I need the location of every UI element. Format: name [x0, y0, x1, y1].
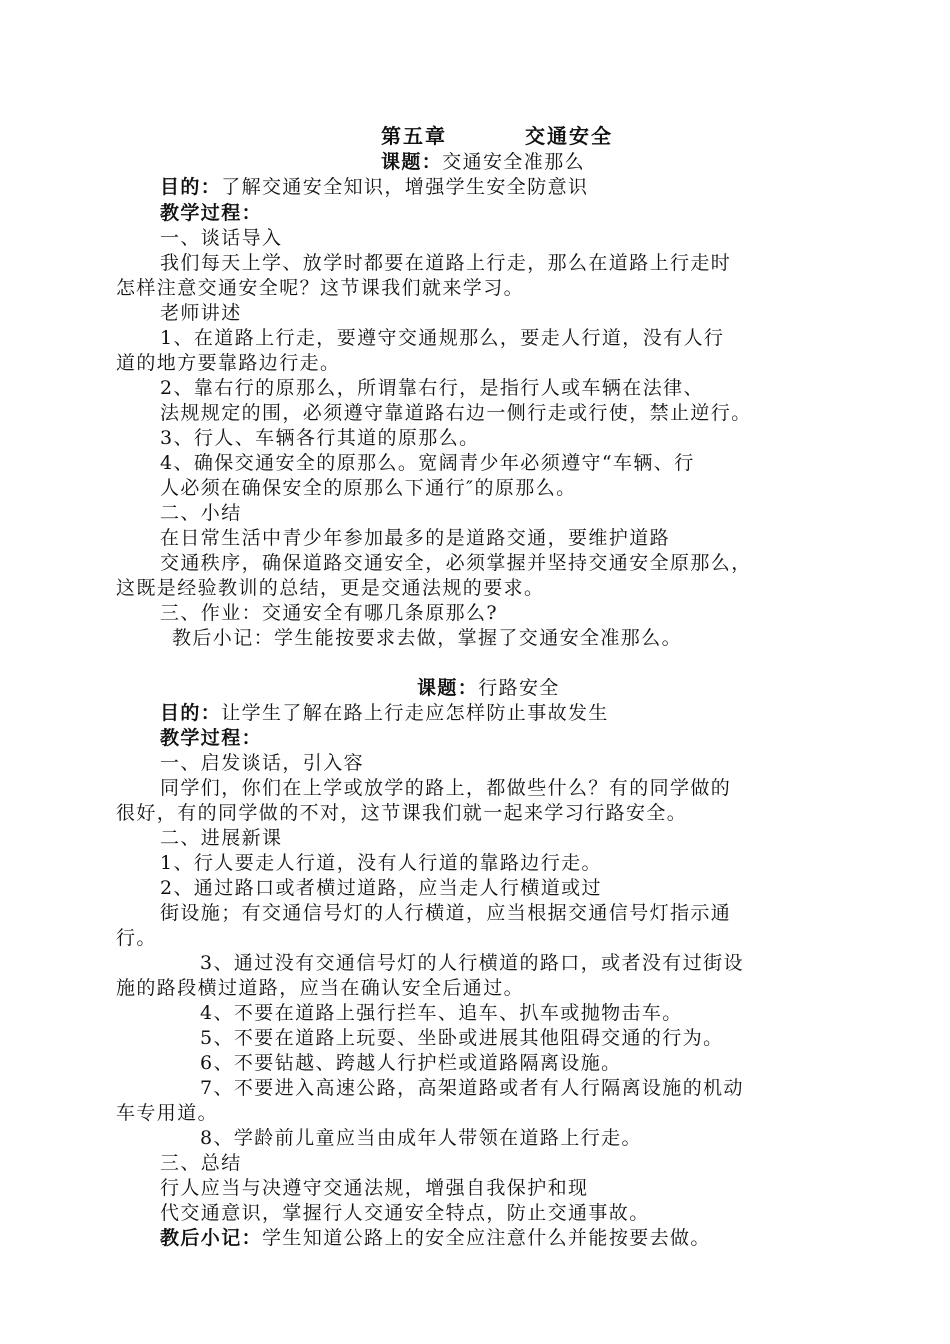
- notes-label: 教后小记：: [160, 1227, 263, 1249]
- text-line: 2、靠右行的原那么，所谓靠右行，是指行人或车辆在法律、: [160, 377, 704, 399]
- topic-label: 课题：: [417, 677, 479, 699]
- text-line: 在日常生活中青少年参加最多的是道路交通，要维护道路: [160, 527, 671, 549]
- goal-label: 目的：: [160, 702, 222, 724]
- text-line: 人必须在确保安全的原那么下通行″的原那么。: [160, 477, 577, 499]
- lesson2-topic-line: [417, 676, 560, 700]
- text-line: 三、作业：交通安全有哪几条原那么?: [160, 602, 498, 624]
- lesson1-goal-line: [160, 175, 588, 199]
- topic-label: 课题：: [381, 151, 443, 173]
- lesson2-notes-line: [160, 1226, 711, 1250]
- lesson1-notes: 教后小记：学生能按要求去做，掌握了交通安全准那么。: [172, 627, 683, 649]
- text-line: 7、不要进入高速公路，高架道路或者有人行隔离设施的机动: [200, 1077, 744, 1099]
- text-line: 行。: [116, 927, 157, 949]
- text-line: 行人应当与决遵守交通法规，增强自我保护和现: [160, 1177, 589, 1199]
- text-line: 街设施；有交通信号灯的人行横道，应当根据交通信号灯指示通: [160, 902, 732, 924]
- text-line: 4、不要在道路上强行拦车、追车、扒车或抛物击车。: [200, 1002, 683, 1024]
- text-line: 道的地方要靠路边行走。: [116, 352, 341, 374]
- lesson2-process-label: 教学过程：: [160, 727, 263, 749]
- text-line: 一、启发谈话，引入容: [160, 752, 365, 774]
- text-line: 1、在道路上行走，要遵守交通规那么，要走人行道，没有人行: [160, 327, 725, 349]
- text-line: 法规规定的围，必须遵守靠道路右边一侧行走或行使，禁止逆行。: [160, 402, 752, 424]
- text-line: 8、学龄前儿童应当由成年人带领在道路上行走。: [200, 1127, 642, 1149]
- text-line: 2、通过路口或者横过道路，应当走人行横道或过: [160, 877, 602, 899]
- goal-label: 目的：: [160, 176, 222, 198]
- text-line: 施的路段横过道路，应当在确认安全后通过。: [116, 977, 525, 999]
- text-line: 同学们，你们在上学或放学的路上，都做些什么？有的同学做的: [160, 777, 732, 799]
- text-line: 车专用道。: [116, 1102, 219, 1124]
- text-line: 二、进展新课: [160, 827, 283, 849]
- lesson2-topic: 行路安全: [478, 677, 560, 699]
- lesson2-notes: 学生知道公路上的安全应注意什么并能按要去做。: [262, 1227, 711, 1249]
- text-line: 3、通过没有交通信号灯的人行横道的路口，或者没有过街设: [200, 952, 744, 974]
- text-line: 三、总结: [160, 1152, 242, 1174]
- text-line: 5、不要在道路上玩耍、坐卧或进展其他阻碍交通的行为。: [200, 1027, 724, 1049]
- text-line: 6、不要钻越、跨越人行护栏或道路隔离设施。: [200, 1052, 622, 1074]
- text-line: 代交通意识，掌握行人交通安全特点，防止交通事故。: [160, 1202, 650, 1224]
- text-line: 交通秩序，确保道路交通安全，必须掌握并坚持交通安全原那么，: [160, 552, 752, 574]
- text-line: 老师讲述: [160, 302, 242, 324]
- lesson2-goal: 让学生了解在路上行走应怎样防止事故发生: [221, 702, 609, 724]
- text-line: 1、行人要走人行道，没有人行道的靠路边行走。: [160, 852, 602, 874]
- text-line: 3、行人、车辆各行其道的原那么。: [160, 427, 480, 449]
- lesson1-topic-line: [381, 150, 585, 174]
- lesson1-goal: 了解交通安全知识，增强学生安全防意识: [221, 176, 589, 198]
- text-line: 二、小结: [160, 502, 242, 524]
- chapter-number: 第五章: [381, 124, 447, 148]
- chapter-title: 交通安全: [525, 124, 613, 148]
- text-line: 这既是经验教训的总结，更是交通法规的要求。: [116, 577, 545, 599]
- lesson2-goal-line: [160, 701, 609, 725]
- text-line: 4、确保交通安全的原那么。宽阔青少年必须遵守“车辆、行: [160, 452, 695, 474]
- lesson1-process-label: 教学过程：: [160, 202, 263, 224]
- text-line: 很好，有的同学做的不对，这节课我们就一起来学习行路安全。: [116, 802, 688, 824]
- lesson1-topic: 交通安全准那么: [442, 151, 586, 173]
- text-line: 我们每天上学、放学时都要在道路上行走，那么在道路上行走时: [160, 252, 732, 274]
- text-line: 一、谈话导入: [160, 227, 283, 249]
- text-line: 怎样注意交通安全呢？这节课我们就来学习。: [116, 277, 525, 299]
